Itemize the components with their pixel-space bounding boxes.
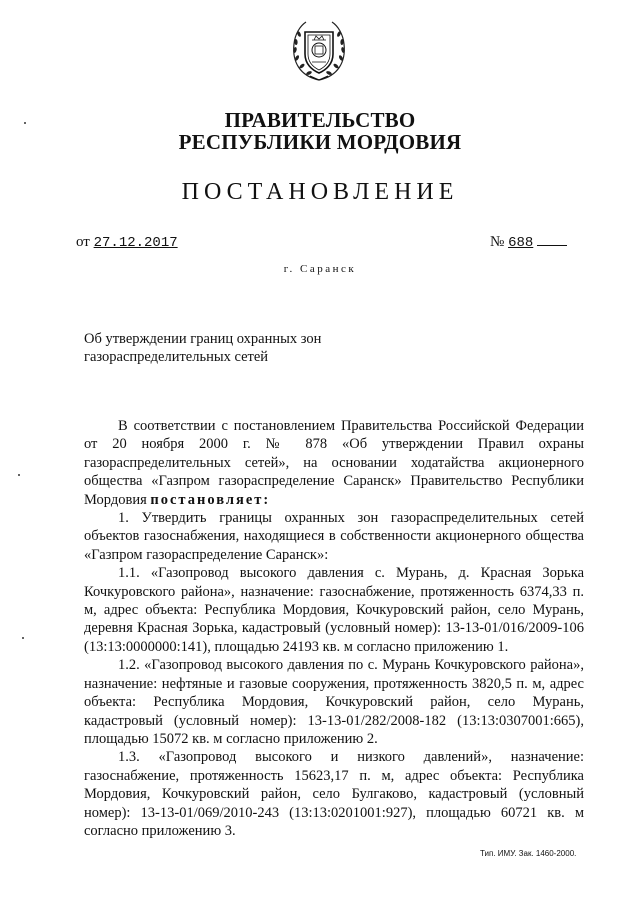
date-field xyxy=(76,233,178,252)
number-value: 688 xyxy=(508,235,534,251)
city-name: г. Саранск xyxy=(283,263,357,275)
number-prefix: № xyxy=(490,234,505,250)
number-field xyxy=(490,233,567,252)
number-underline xyxy=(537,233,567,246)
coat-of-arms-icon xyxy=(288,18,350,84)
decree-subject xyxy=(84,330,321,366)
date-prefix: от xyxy=(76,234,90,250)
government-name-line2: РЕСПУБЛИКИ МОРДОВИЯ xyxy=(178,130,462,154)
document-type-title: ПОСТАНОВЛЕНИЕ xyxy=(181,179,459,205)
paragraph-item-1: 1. Утвердить границы охранных зон газораспределительных сетей объектов газоснабжения, находящиеся в собственности акционерного общества «Газпром газораспределение Саранск»: xyxy=(84,510,584,563)
preamble-paragraph xyxy=(84,417,584,509)
printer-mark: Тип. ИМУ. Зак. 1460-2000. xyxy=(480,849,577,858)
government-name-line1: ПРАВИТЕЛЬСТВО xyxy=(224,108,416,132)
decree-body xyxy=(84,417,584,840)
subject-line1: Об утверждении границ охранных зон xyxy=(84,331,322,347)
date-value: 27.12.2017 xyxy=(93,235,178,251)
paragraph-item-1-1: 1.1. «Газопровод высокого давления с. Мурань, д. Красная Зорька Кочкуровского района», назначение: газоснабжение, протяженность 6374,33 п. м, адрес объекта: Республика Мордовия, Кочкуровский район, село Мурань, деревня Красная Зорька, кадастровый (условный номер): 13-13-01/016/2009-106 (13:13:0000000:141), площадью 24193 кв. м согласно приложению 1. xyxy=(84,565,584,655)
subject-line2: газораспределительных сетей xyxy=(84,349,269,365)
margin-mark xyxy=(24,122,26,124)
margin-mark xyxy=(18,474,20,476)
margin-mark xyxy=(22,637,24,639)
paragraph-item-1-3: 1.3. «Газопровод высокого и низкого давлений», назначение: газоснабжение, протяженность 15623,17 п. м, адрес объекта: Республика Мордовия, Кочкуровский район, село Булгаково, кадастровый (условный номер): 13-13-01/069/2010-243 (13:13:0201001:927), площадью 60721 кв. м согласно приложению 3. xyxy=(84,749,584,839)
preamble-text: В соответствии с постановлением Правительства Российской Федерации от 20 ноября 2000 г. № 878 «Об утверждении Правил охраны газораспределительных сетей», на основании ходатайства акционерного общества «Газпром газораспределение Саранск» Правительство Республики Мордовия xyxy=(84,418,584,508)
preamble-emphasis: постановляет: xyxy=(150,491,271,508)
paragraph-item-1-2: 1.2. «Газопровод высокого давления по с. Мурань Кочкуровского района», назначение: нефтяные и газовые сооружения, протяженность 3820,5 п. м, адрес объекта: Республика Мордовия, Кочкуровский район, село Мурань, кадастровый (условный номер): 13-13-01/282/2008-182 (13:13:0307001:665), площадью 15072 кв. м согласно приложению 2. xyxy=(84,657,584,747)
